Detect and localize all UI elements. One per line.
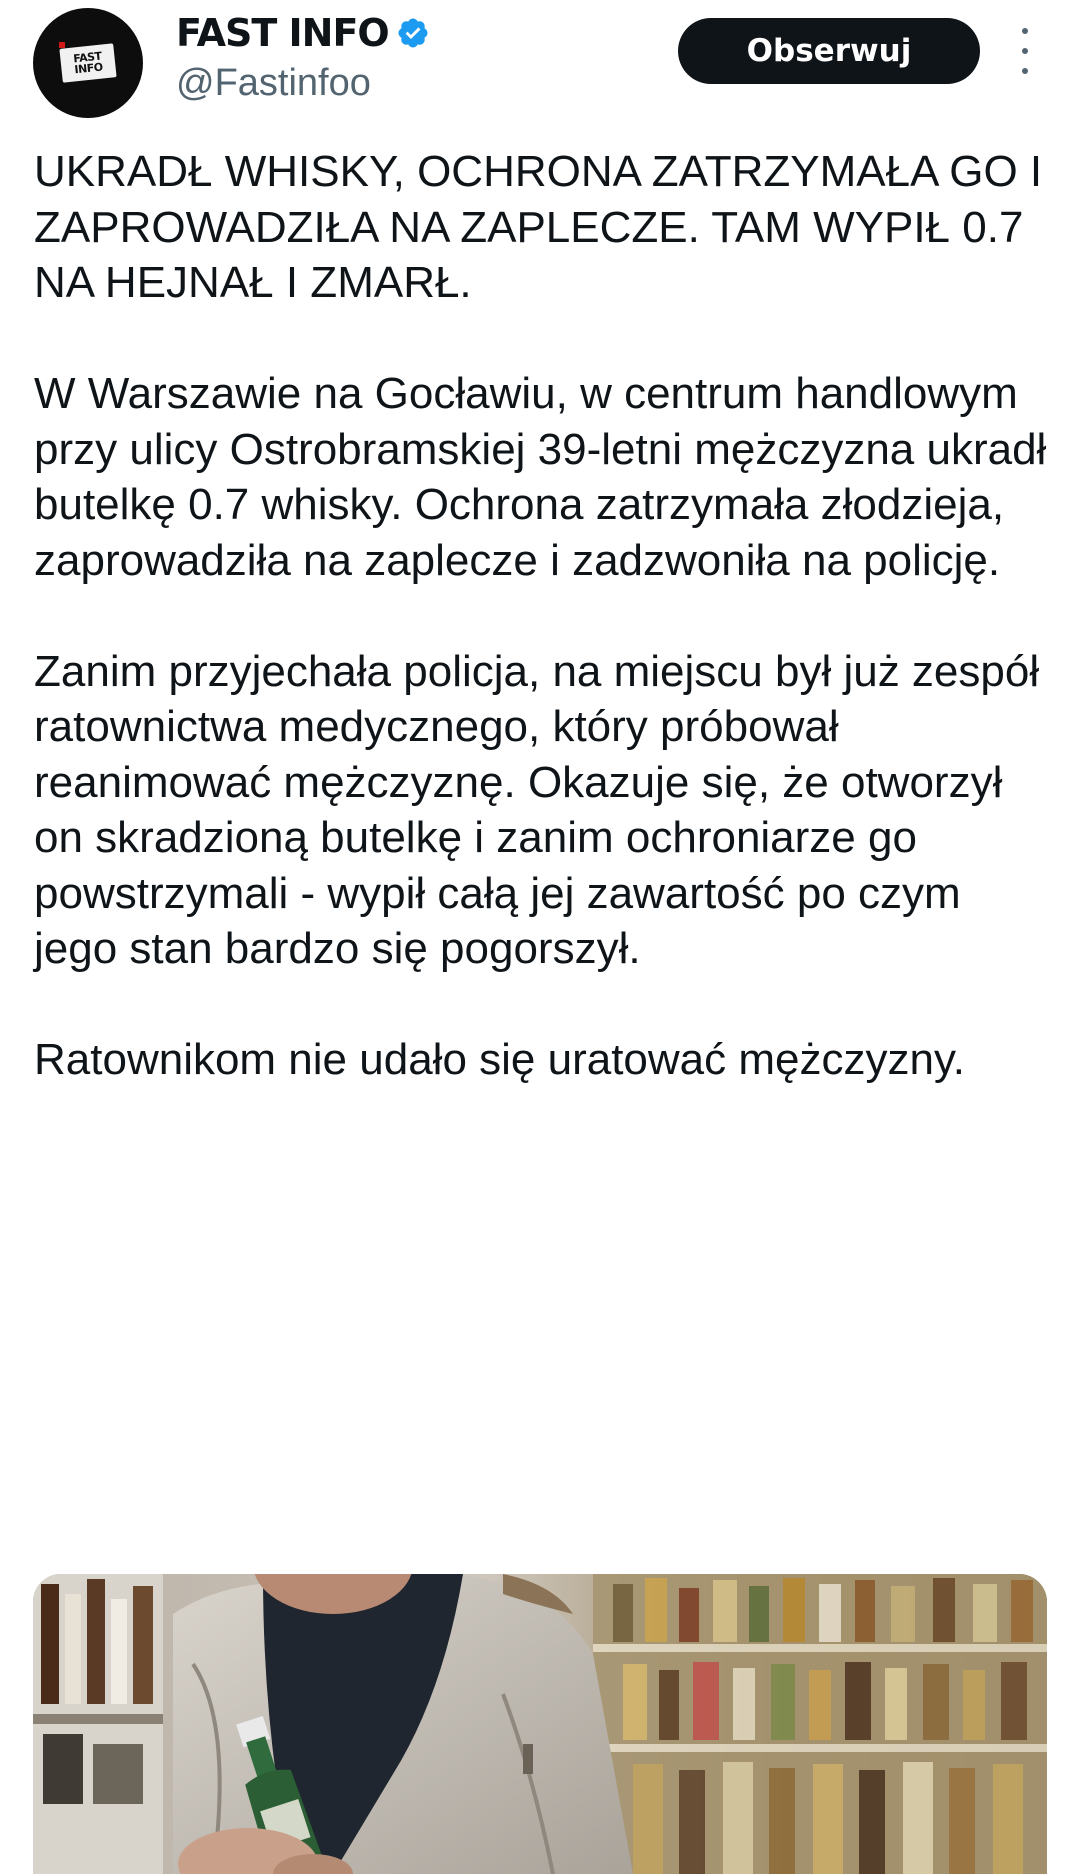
display-name[interactable]: FAST INFO bbox=[176, 11, 389, 55]
logo-line-2: INFO bbox=[73, 60, 104, 77]
tweet-header bbox=[0, 0, 1080, 130]
more-dot bbox=[1022, 48, 1028, 54]
more-dot bbox=[1022, 68, 1028, 74]
avatar-red-mark bbox=[59, 42, 65, 48]
more-vertical-icon[interactable] bbox=[1010, 28, 1040, 74]
tweet-photo[interactable] bbox=[33, 1574, 1047, 1874]
fast-info-logo bbox=[59, 43, 116, 82]
account-handle[interactable]: @Fastinfoo bbox=[176, 62, 371, 104]
tweet-paragraph: Ratownikom nie udało się uratować mężczyzny. bbox=[34, 1035, 965, 1084]
follow-button[interactable]: Obserwuj bbox=[678, 18, 980, 84]
tweet-paragraph: Zanim przyjechała policja, na miejscu był już zespół ratownictwa medycznego, który próbował reanimować mężczyznę. Okazuje się, że otworzył on skradzioną butelkę i zanim ochroniarze go powstrzymali - wypił całą jej zawartość po czym jego stan bardzo się pogorszył. bbox=[34, 646, 1040, 973]
store-photo-illustration bbox=[33, 1574, 1047, 1874]
tweet-headline: UKRADŁ WHISKY, OCHRONA ZATRZYMAŁA GO I ZAPROWADZIŁA NA ZAPLECZE. TAM WYPIŁ 0.7 NA HEJNAŁ I ZMARŁ. bbox=[34, 147, 1043, 307]
tweet-paragraph: W Warszawie na Gocławiu, w centrum handlowym przy ulicy Ostrobramskiej 39-letni mężczyzna ukradł butelkę 0.7 whisky. Ochrona zatrzymała złodzieja, zaprowadziła na zaplecze i zadzwoniła na policję. bbox=[34, 369, 1047, 585]
more-dot bbox=[1022, 28, 1028, 34]
avatar[interactable] bbox=[33, 8, 143, 118]
tweet-text bbox=[34, 144, 1054, 1088]
logo-line-1: FAST bbox=[72, 49, 103, 66]
verified-badge-icon bbox=[396, 16, 430, 50]
